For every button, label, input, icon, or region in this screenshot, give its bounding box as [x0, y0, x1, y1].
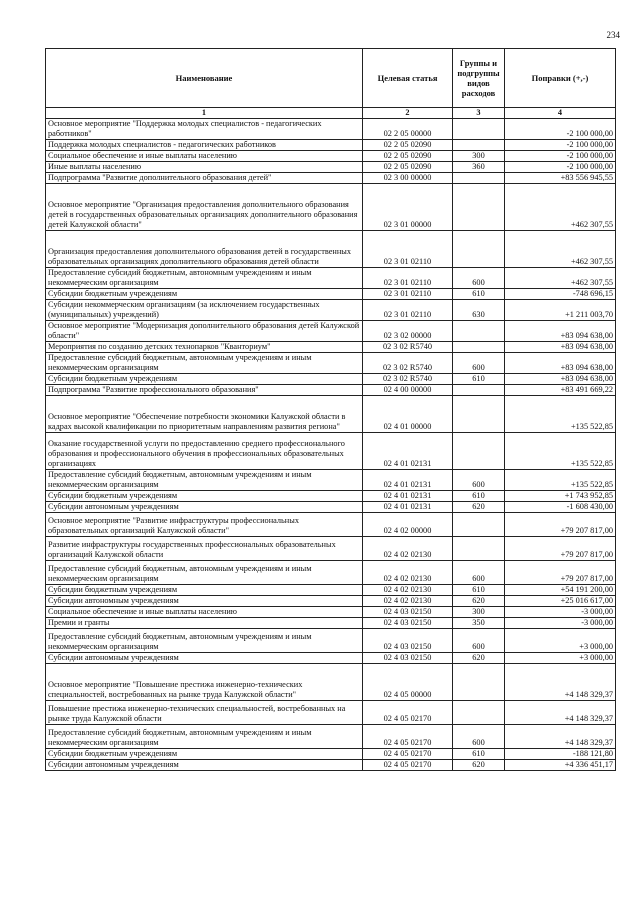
table-row	[46, 629, 616, 653]
row-expense-group: 620	[453, 760, 505, 771]
row-expense-group	[453, 321, 505, 342]
row-expense-group: 600	[453, 470, 505, 491]
row-name: Премии и гранты	[46, 618, 363, 629]
row-expense-group	[453, 342, 505, 353]
row-expense-group	[453, 701, 505, 725]
row-expense-group: 350	[453, 618, 505, 629]
row-amount: +25 016 617,00	[505, 596, 616, 607]
row-target-code: 02 3 02 R5740	[363, 353, 453, 374]
row-target-code: 02 4 01 02131	[363, 502, 453, 513]
row-amount: -3 000,00	[505, 618, 616, 629]
row-name: Субсидии бюджетным учреждениям	[46, 289, 363, 300]
row-target-code: 02 3 02 00000	[363, 321, 453, 342]
row-name: Субсидии автономным учреждениям	[46, 502, 363, 513]
row-name: Предоставление субсидий бюджетным, автономным учреждениям и иным некоммерческим организациям	[46, 268, 363, 289]
row-name: Субсидии бюджетным учреждениям	[46, 585, 363, 596]
row-target-code: 02 4 02 02130	[363, 537, 453, 561]
row-name: Предоставление субсидий бюджетным, автономным учреждениям и иным некоммерческим организациям	[46, 629, 363, 653]
row-amount: +462 307,55	[505, 268, 616, 289]
row-expense-group: 610	[453, 374, 505, 385]
table-row	[46, 385, 616, 396]
row-amount: +135 522,85	[505, 396, 616, 433]
row-amount: +4 148 329,37	[505, 701, 616, 725]
row-amount: +462 307,55	[505, 231, 616, 268]
row-target-code: 02 4 03 02150	[363, 653, 453, 664]
row-target-code: 02 4 01 02131	[363, 470, 453, 491]
row-name: Развитие инфраструктуры государственных профессиональных образовательных организаций Калужской области	[46, 537, 363, 561]
row-expense-group: 610	[453, 289, 505, 300]
row-name: Основное мероприятие "Поддержка молодых специалистов - педагогических работников"	[46, 119, 363, 140]
row-amount: +1 211 003,70	[505, 300, 616, 321]
row-target-code: 02 3 02 R5740	[363, 342, 453, 353]
row-name: Социальное обеспечение и иные выплаты населению	[46, 607, 363, 618]
table-row	[46, 140, 616, 151]
row-name: Субсидии бюджетным учреждениям	[46, 749, 363, 760]
row-amount: +3 000,00	[505, 653, 616, 664]
header-expense-groups: Группы и подгруппы видов расходов	[453, 49, 505, 108]
row-target-code: 02 4 01 02131	[363, 491, 453, 502]
row-target-code: 02 2 05 02090	[363, 151, 453, 162]
row-amount: -188 121,80	[505, 749, 616, 760]
row-name: Основное мероприятие "Модернизация дополнительного образования детей Калужской области"	[46, 321, 363, 342]
row-amount: -748 696,15	[505, 289, 616, 300]
row-name: Подпрограмма "Развитие профессионального образования"	[46, 385, 363, 396]
column-number: 4	[505, 108, 616, 119]
row-amount: +83 094 638,00	[505, 321, 616, 342]
row-name: Основное мероприятие "Развитие инфраструктуры профессиональных образовательных организаций Калужской области"	[46, 513, 363, 537]
table-row	[46, 470, 616, 491]
row-amount: +4 336 451,17	[505, 760, 616, 771]
table-row	[46, 491, 616, 502]
row-amount: +83 491 669,22	[505, 385, 616, 396]
row-amount: +79 207 817,00	[505, 561, 616, 585]
row-amount: +135 522,85	[505, 470, 616, 491]
row-expense-group	[453, 140, 505, 151]
row-target-code: 02 3 01 02110	[363, 231, 453, 268]
row-amount: -2 100 000,00	[505, 162, 616, 173]
row-amount: +83 556 945,55	[505, 173, 616, 184]
page-number: 234	[606, 30, 620, 40]
row-target-code: 02 3 01 02110	[363, 268, 453, 289]
row-name: Субсидии бюджетным учреждениям	[46, 374, 363, 385]
row-target-code: 02 2 05 02090	[363, 162, 453, 173]
row-name: Предоставление субсидий бюджетным, автономным учреждениям и иным некоммерческим организациям	[46, 725, 363, 749]
header-target-article: Целевая статья	[363, 49, 453, 108]
row-expense-group: 610	[453, 749, 505, 760]
table-row	[46, 537, 616, 561]
row-expense-group: 600	[453, 629, 505, 653]
row-name: Субсидии автономным учреждениям	[46, 760, 363, 771]
table-row	[46, 353, 616, 374]
row-expense-group: 600	[453, 561, 505, 585]
row-target-code: 02 4 03 02150	[363, 607, 453, 618]
table-row	[46, 289, 616, 300]
row-expense-group: 360	[453, 162, 505, 173]
row-amount: +83 094 638,00	[505, 374, 616, 385]
row-name: Иные выплаты населению	[46, 162, 363, 173]
row-target-code: 02 4 02 02130	[363, 585, 453, 596]
row-expense-group: 600	[453, 353, 505, 374]
table-row	[46, 184, 616, 231]
row-expense-group: 630	[453, 300, 505, 321]
row-target-code: 02 4 02 02130	[363, 561, 453, 585]
row-target-code: 02 4 05 02170	[363, 760, 453, 771]
row-name: Мероприятия по созданию детских технопарков "Кванториум"	[46, 342, 363, 353]
row-expense-group: 610	[453, 585, 505, 596]
row-expense-group	[453, 664, 505, 701]
row-target-code: 02 3 01 00000	[363, 184, 453, 231]
row-amount: -2 100 000,00	[505, 151, 616, 162]
row-expense-group	[453, 513, 505, 537]
table-row	[46, 433, 616, 470]
header-name: Наименование	[46, 49, 363, 108]
row-name: Предоставление субсидий бюджетным, автономным учреждениям и иным некоммерческим организациям	[46, 353, 363, 374]
row-name: Предоставление субсидий бюджетным, автономным учреждениям и иным некоммерческим организациям	[46, 561, 363, 585]
row-target-code: 02 2 05 02090	[363, 140, 453, 151]
table-row	[46, 664, 616, 701]
table-row	[46, 585, 616, 596]
row-name: Основное мероприятие "Организация предоставления дополнительного образования детей в государственных образовательных организациях дополнительного образования детей Калужской области"	[46, 184, 363, 231]
row-target-code: 02 4 02 00000	[363, 513, 453, 537]
row-expense-group: 300	[453, 607, 505, 618]
budget-amendments-table	[45, 48, 616, 771]
table-row	[46, 151, 616, 162]
row-amount: -2 100 000,00	[505, 119, 616, 140]
table-row	[46, 300, 616, 321]
row-expense-group: 600	[453, 268, 505, 289]
column-number: 3	[453, 108, 505, 119]
table-row	[46, 618, 616, 629]
row-amount: -1 608 430,00	[505, 502, 616, 513]
row-amount: -3 000,00	[505, 607, 616, 618]
row-name: Субсидии некоммерческим организациям (за исключением государственных (муниципальных) учреждений)	[46, 300, 363, 321]
row-expense-group	[453, 173, 505, 184]
table-row	[46, 596, 616, 607]
row-name: Предоставление субсидий бюджетным, автономным учреждениям и иным некоммерческим организациям	[46, 470, 363, 491]
table-row	[46, 173, 616, 184]
table-row	[46, 231, 616, 268]
table-row	[46, 119, 616, 140]
row-amount: +83 094 638,00	[505, 342, 616, 353]
row-amount: +4 148 329,37	[505, 725, 616, 749]
table-row	[46, 268, 616, 289]
row-name: Оказание государственной услуги по предоставлению среднего профессионального образования и профессионального обучения в профессиональных образовательных организациях	[46, 433, 363, 470]
row-expense-group	[453, 231, 505, 268]
row-name: Субсидии бюджетным учреждениям	[46, 491, 363, 502]
row-name: Социальное обеспечение и иные выплаты населению	[46, 151, 363, 162]
row-expense-group: 620	[453, 502, 505, 513]
column-number: 2	[363, 108, 453, 119]
table-row	[46, 513, 616, 537]
row-target-code: 02 3 01 02110	[363, 289, 453, 300]
row-target-code: 02 4 03 02150	[363, 629, 453, 653]
row-expense-group	[453, 537, 505, 561]
row-target-code: 02 3 01 02110	[363, 300, 453, 321]
row-expense-group	[453, 119, 505, 140]
table-row	[46, 396, 616, 433]
row-amount: +83 094 638,00	[505, 353, 616, 374]
row-name: Организация предоставления дополнительного образования детей в государственных образовательных организациях дополнительного образования детей области	[46, 231, 363, 268]
table-row	[46, 502, 616, 513]
row-amount: +462 307,55	[505, 184, 616, 231]
row-target-code: 02 4 05 00000	[363, 664, 453, 701]
table-row	[46, 321, 616, 342]
table-row	[46, 653, 616, 664]
row-expense-group	[453, 184, 505, 231]
row-name: Повышение престижа инженерно-технических специальностей, востребованных на рынке труда Калужской области	[46, 701, 363, 725]
row-name: Основное мероприятие "Обеспечение потребности экономики Калужской области в кадрах высокой квалификации по приоритетным направлениям развития региона"	[46, 396, 363, 433]
table-row	[46, 162, 616, 173]
row-name: Субсидии автономным учреждениям	[46, 596, 363, 607]
row-expense-group: 620	[453, 596, 505, 607]
row-expense-group	[453, 396, 505, 433]
row-name: Субсидии автономным учреждениям	[46, 653, 363, 664]
row-target-code: 02 4 05 02170	[363, 701, 453, 725]
row-name: Основное мероприятие "Повышение престижа инженерно-технических специальностей, востребованных на рынке труда Калужской области"	[46, 664, 363, 701]
row-amount: +3 000,00	[505, 629, 616, 653]
table-row	[46, 342, 616, 353]
row-target-code: 02 4 01 00000	[363, 396, 453, 433]
table-row	[46, 561, 616, 585]
row-target-code: 02 4 01 02131	[363, 433, 453, 470]
row-amount: +4 148 329,37	[505, 664, 616, 701]
row-amount: +79 207 817,00	[505, 513, 616, 537]
table-row	[46, 725, 616, 749]
row-target-code: 02 4 03 02150	[363, 618, 453, 629]
header-amendments: Поправки (+,-)	[505, 49, 616, 108]
row-amount: +1 743 952,85	[505, 491, 616, 502]
table-row	[46, 607, 616, 618]
row-target-code: 02 4 02 02130	[363, 596, 453, 607]
table-row	[46, 374, 616, 385]
row-target-code: 02 4 00 00000	[363, 385, 453, 396]
column-number: 1	[46, 108, 363, 119]
row-target-code: 02 2 05 00000	[363, 119, 453, 140]
row-expense-group: 300	[453, 151, 505, 162]
row-expense-group	[453, 385, 505, 396]
row-target-code: 02 4 05 02170	[363, 725, 453, 749]
table-row	[46, 760, 616, 771]
row-amount: +135 522,85	[505, 433, 616, 470]
row-amount: -2 100 000,00	[505, 140, 616, 151]
row-expense-group: 620	[453, 653, 505, 664]
row-target-code: 02 4 05 02170	[363, 749, 453, 760]
row-name: Подпрограмма "Развитие дополнительного образования детей"	[46, 173, 363, 184]
row-expense-group: 600	[453, 725, 505, 749]
row-target-code: 02 3 02 R5740	[363, 374, 453, 385]
row-expense-group	[453, 433, 505, 470]
table-row	[46, 701, 616, 725]
table-row	[46, 749, 616, 760]
row-amount: +79 207 817,00	[505, 537, 616, 561]
row-target-code: 02 3 00 00000	[363, 173, 453, 184]
row-name: Поддержка молодых специалистов - педагогических работников	[46, 140, 363, 151]
row-expense-group: 610	[453, 491, 505, 502]
row-amount: +54 191 200,00	[505, 585, 616, 596]
